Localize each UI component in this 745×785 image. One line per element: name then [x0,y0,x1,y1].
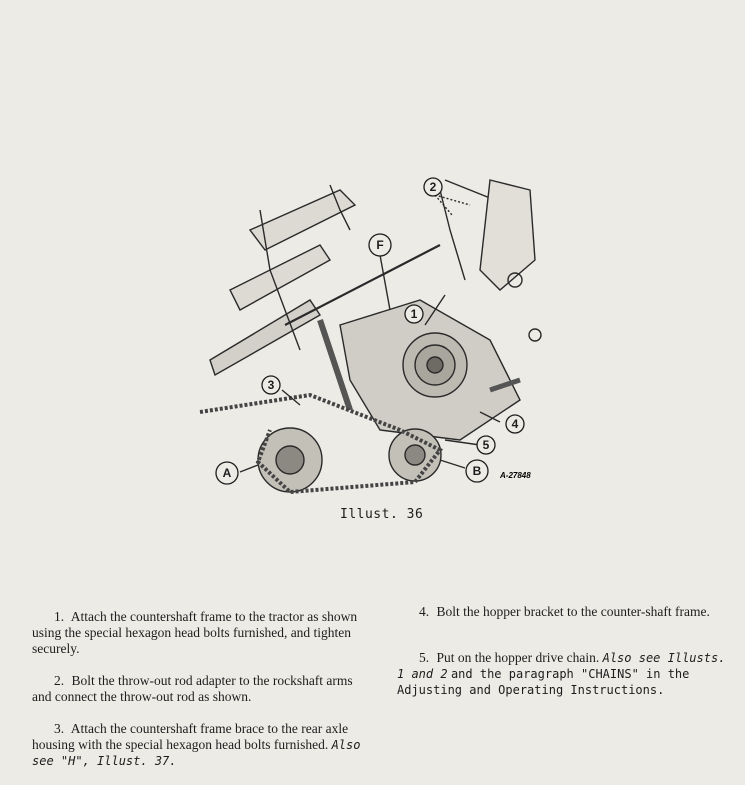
step-reference: Also see Illusts. 1 and 2 [397,651,726,681]
step-5 [397,650,737,698]
step-2 [32,673,367,705]
callout-label-a: A [222,466,232,480]
step-number: 4. [419,604,430,619]
callout-label-f: F [376,238,384,252]
step-reference: Also see "H", Illust. 37. [32,738,361,768]
callout-label-2: 2 [429,180,437,194]
step-number: 3. [54,721,65,736]
step-text: Bolt the throw-out rod adapter to the rockshaft arms and connect the throw-out rod as shown. [32,673,353,704]
step-3 [32,721,367,769]
step-reference-tail: and the paragraph "CHAINS" in the Adjusting and Operating Instructions. [397,667,690,697]
step-text: Attach the countershaft frame brace to the rear axle housing with the special hexagon head bolts furnished. [32,721,349,752]
step-number: 2. [54,673,65,688]
callout-label-1: 1 [410,307,418,321]
callout-label-3: 3 [267,378,275,392]
instructions-right-column [397,604,737,714]
step-number: 1. [54,609,65,624]
step-text: Attach the countershaft frame to the tractor as shown using the special hexagon head bolts furnished, and tighten securely. [32,609,358,656]
countershaft-illustration [190,150,555,500]
step-text: Bolt the hopper bracket to the counter-shaft frame. [436,604,710,619]
callout-label-5: 5 [482,438,490,452]
step-4 [397,604,737,620]
figure-ref-code: A-27848 [500,471,531,480]
instructions-left-column [32,609,367,785]
callout-label-b: B [472,464,482,478]
figure-caption: Illust. 36 [340,507,424,522]
callout-label-4: 4 [511,417,519,431]
step-1 [32,609,367,657]
step-text: Put on the hopper drive chain. [436,650,600,665]
step-number: 5. [419,650,430,665]
machine-drawing [190,150,555,500]
